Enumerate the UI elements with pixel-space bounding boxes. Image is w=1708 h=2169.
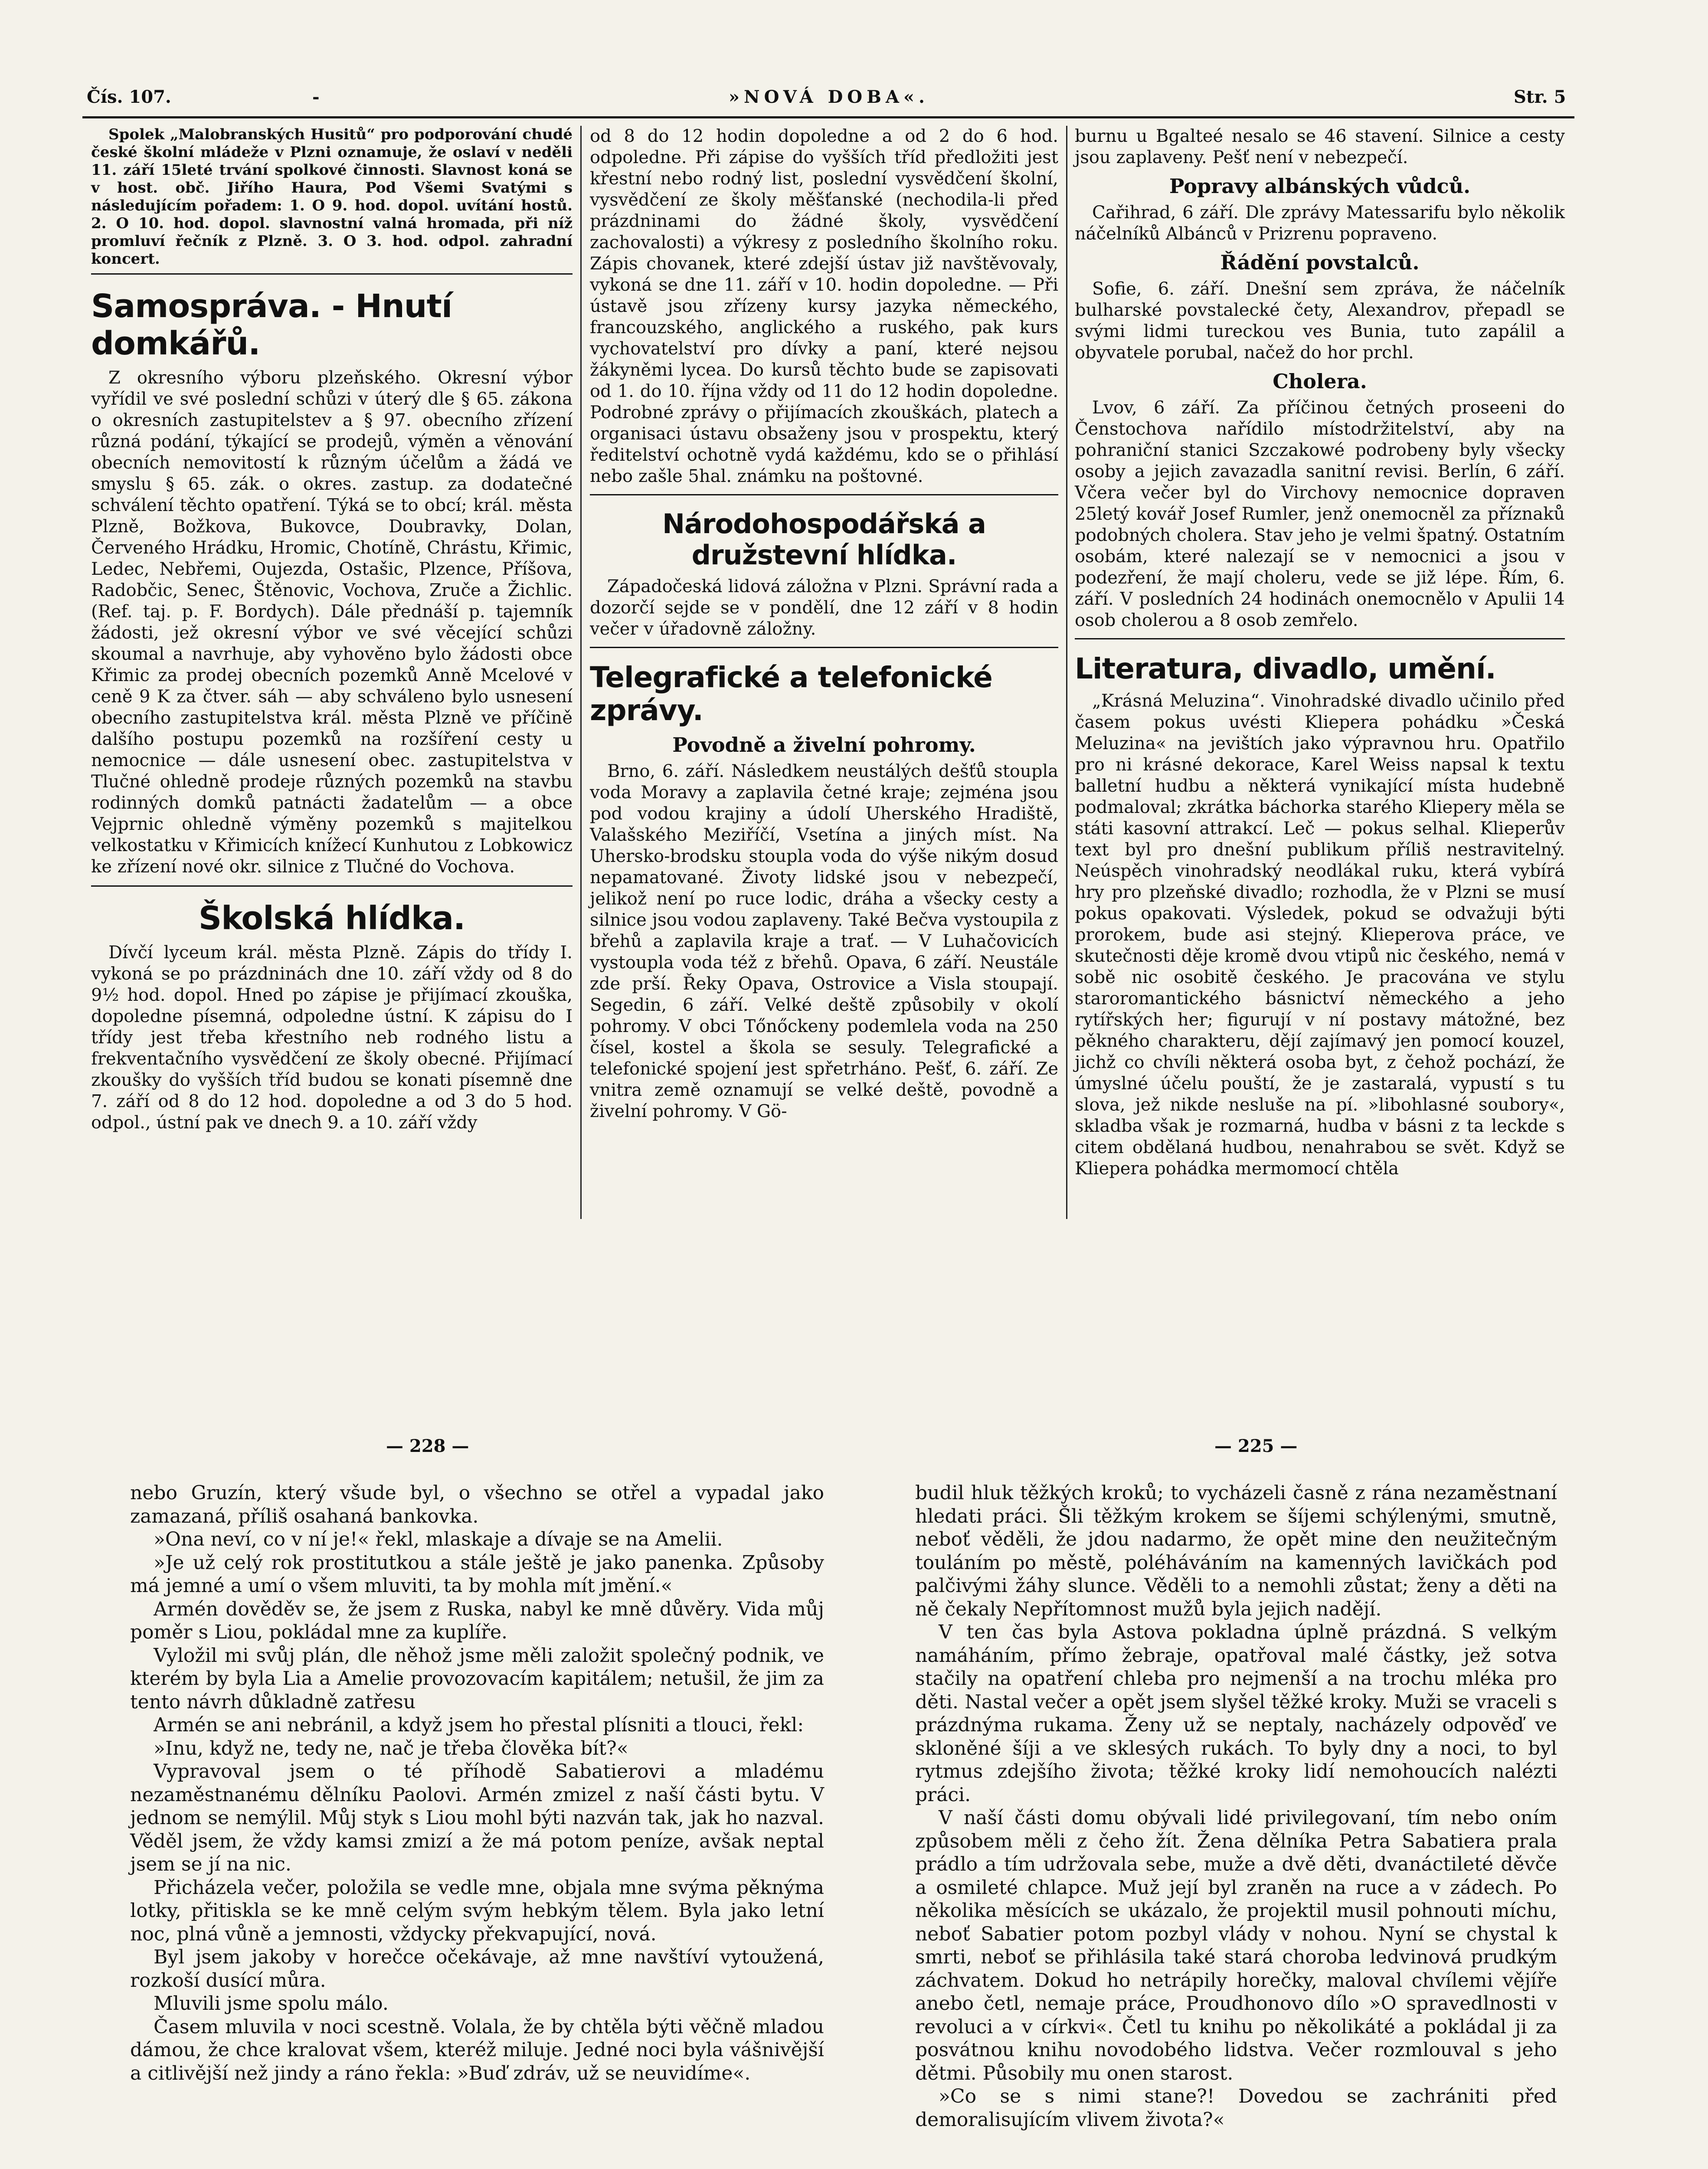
- article-lyceum-cont: od 8 do 12 hodin dopoledne a od 2 do 6 hod. odpoledne. Při zápise do vyšších tříd předložiti jest křestní nebo rodný list, poslední vysvědčení školní, vysvědčení ze školy měšťanské (nechodila-li před prázdninami do žádné školy, vysvědčení zachovalosti) a výkresy z posledního školního roku. Zápis chovanek, které zdejší ústav již navštěvovaly, vykoná se dne 11. září v 10. hodin dopoledne. — Při ústavě jsou zřízeny kursy jazyka německého, francouzského, anglického a ruského, pak kurs vychovatelství pro dívky a paní, které nejsou žákyněmi lycea. Do kursů těchto bude se zapisovati od 1. do 10. října vždy od 11 do 12 hodin dopoledne. Podrobné zprávy o přijímacích zkouškách, platech a organisaci ústavu obsaženy jsou v prospektu, který ředitelství ochotně vydá každému, kdo se o přihlásí nebo zašle 5hal. známku na poštovné.: [590, 126, 1058, 486]
- newspaper-title: »NOVÁ DOBA«.: [729, 87, 929, 107]
- novel-paragraph: Armén dověděv se, že jsem z Ruska, nabyl ke mně důvěry. Vida můj poměr s Liou, pokládal mne za kuplíře.: [130, 1598, 824, 1643]
- novel-paragraph: Vyložil mi svůj plán, dle něhož jsme měli založit společný podnik, ve kterém by byla Lia a Amelie provozovacím kapitálem; netušil, že jim za tento návrh důkladně zatřesu: [130, 1644, 824, 1713]
- subtitle-povodne: Povodně a živelní pohromy.: [672, 733, 976, 757]
- novel-paragraph: Mluvili jsme spolu málo.: [154, 1992, 389, 2015]
- article-popravy: Cařihrad, 6 září. Dle zprávy Matessarifu bylo několik náčelníků Albánců v Prizrenu popraveno.: [1075, 203, 1565, 244]
- novel-paragraph: »Co se s nimi stane?! Dovedou se zachrániti před demoralisujícím vlivem života?«: [915, 2085, 1557, 2131]
- novel-paragraph: Přicházela večer, položila se vedle mne, objala mne svýma pěknýma lotky, přitiskla se ke mně celým svým hebkým tělem. Byla jako letní noc, plná vůně a jemnosti, vždycky překvapující, nová.: [130, 1876, 824, 1945]
- article-radeni: Sofie, 6. září. Dnešní sem zpráva, že náčelník bulharské povstalecké čety, Alexandrov, přepadl se svými lidmi tureckou ves Bunia, tuto zapálil a obyvatele porubal, načež do hor prchl.: [1075, 279, 1565, 363]
- section-title-skolska: Školská hlídka.: [198, 900, 465, 937]
- column-rule-1: [580, 126, 582, 1219]
- novel-paragraph: »Inu, když ne, tedy ne, nač je třeba člověka bít?«: [154, 1737, 628, 1759]
- header-dash: -: [312, 87, 320, 107]
- divider: [1075, 638, 1565, 639]
- article-floods: Brno, 6. září. Následkem neustálých dešťů stoupla voda Moravy a zaplavila četné kraje; zejména jsou pod vodou krajiny a údolí Uherského Hradiště, Valašského Meziříčí, Vsetína a jiných míst. Na Uhersko-brodsku stoupla voda do výše nikým dosud nepamatované. Životy lidské jsou v nebezpečí, jelikož není po ruce lodic, dráha a všecky cesty a silnice jsou vodou zaplaveny. Také Bečva vystoupila z břehů a zaplavila kraje a trať. — V Luhačovicích vystoupla voda též z břehů. Opava, 6 září. Neustále zde prší. Řeky Opava, Ostrovice a Visla stoupají. Segedin, 6 září. Velké deště způsobily v okolí pohromy. V obci Tőnőckeny podemlela voda na 250 čísel, kostel a škola se sesuly. Telegrafické a telefonické spojení jest spřetrháno. Pešť, 6. září. Ze vnitra země oznamují se velké deště, povodně a živelní pohromy. V Gö-: [590, 761, 1058, 1121]
- novel-paragraph: Armén se ani nebránil, a když jsem ho přestal plísniti a tlouci, řekl:: [154, 1714, 804, 1736]
- article-meluzina: „Krásná Meluzina“. Vinohradské divadlo učinilo před časem pokus uvésti Kliepera pohádku »Česká Meluzina« na jevištích jako výpravnou hru. Opatřilo pro ni krásné dekorace, Karel Weiss napsal k textu balletní hudbu a některá vynikající místa hudebně podmaloval; zkrátka báchorka starého Kliepery měla se státi kasovní attrakcí. Leč — pokus selhal. Klieperův text byl pro dnešní publikum příliš nestravitelný. Neúspěch vinohradský neodlákal ruku, která vybírá hry pro plzeňské divadlo; rozhodla, že v Plzni se musí pokus opakovati. Výsledek, pokud se odvažuji býti prorokem, bude asi stejný. Klieperova práce, ve skutečnosti děje kromě dvou vtipů nic českého, nemá v sobě nic osobitě českého. Je pracována ve stylu staroromantického básnictví německého a jeho rytířských her; figurují v ní postavy mátožné, bez pěkného charakteru, dějí zajímavý jen pomocí kouzel, jichž co chvíli některá osoba byt, z čehož pochází, že úmyslné účelu pouští, že je zastaralá, vypustí s tu slova, jež nikde nesluše na pí. »libohlasné soubory«, skladba však je rozmarná, hudba v básni z ta leckde s citem obdělaná hudbou, nenahrabou se svět. Když se Kliepera pohádka mermomocí chtěla: [1075, 691, 1565, 1179]
- novel-paragraph: budil hluk těžkých kroků; to vycházeli časně z rána nezaměstnaní hledati práci. Šli těžkým krokem se šíjemi schýlenými, smutně, neboť věděli, že jdou nadarmo, že opět mine den neužitečným touláním po městě, poléháváním na kamenných lavičkách pod palčivými žáhy slunce. Věděli to a nemohli zůstat; ženy a děti na ně čekaly Nepřítomnost mužů byla jejich nadějí.: [915, 1482, 1557, 1620]
- novel-paragraph: »Je už celý rok prostitutkou a stále ještě je jako panenka. Způsoby má jemné a umí o všem mluviti, ta by mohla mít jmění.«: [130, 1551, 824, 1597]
- article-district-board: Z okresního výboru plzeňského. Okresní výbor vyřídil ve své poslední schůzi v úterý dle § 65. zákona o okresních zastupitelstev a § 97. obecního zřízení různá podání, týkající se prodejů, výměn a věnování obecních nemovitostí k různým účelům a žádá ve smyslu § 65. zák. o okres. zastup. za dodatečné schválení těchto opatření. Týká se to obcí; král. města Plzně, Božkova, Bukovce, Doubravky, Dolan, Červeného Hrádku, Hromic, Chotíně, Chrástu, Křimic, Ledec, Nebřemi, Oujezda, Ostašic, Plzence, Příšova, Radobčic, Senec, Štěnovic, Vochova, Zruče a Žichlic. (Ref. taj. p. F. Bordych). Dále přednáší p. tajemník žádosti, jež okresní výbor ve své věcející schůzi skoumal a navrhuje, aby vyhověno bylo žádosti obce Křimic za prodej obecních pozemků Anně Mcelové v ceně 9 K za čtver. sáh — aby schváleno bylo usnesení obecního zastupitelstva král. města Plzně ve příčině dalšího postupu pozemků na rozšíření cesty u nemocnice — dále usnesení obec. zastupitelstva v Tlučné ohledně prodeje různých pozemků na stavbu rodinných domků patnácti žadatelům — a obce Vejprnic ohledně výměny pozemků s majitelkou velkostatku v Křimicích knížecí Kunhutou z Lobkowicz ke zřízení nové okr. silnice z Tlučné do Vochova.: [91, 368, 573, 877]
- page-header: [78, 87, 1579, 113]
- section-title-literatura: Literatura, divadlo, umění.: [1075, 652, 1496, 685]
- novel-paragraph: V naší části domu obývali lidé privilegovaní, tím nebo oním způsobem měli z čeho žít. Žena dělníka Petra Sabatiera prala prádlo a tím udržovala sebe, muže a dvě děti, dvanáctileté děvče a osmileté chlapce. Muž její byl zraněn na ruce a v zádech. Po několika měsících se ukázalo, že projektil musil pohnouti míchu, neboť Sabatier potom pozbyl vlády v nohou. Nyní se chystal k smrti, neboť se přihlásila také stará choroba ledvinová prudkým záchvatem. Dokud ho netrápily horečky, maloval chvílemi vějíře anebo četl, nemaje práce, Proudhonovo dílo »O spravedlnosti v revoluci a v církvi«. Četl tu knihu po několikáté a pokládal ji za posvátnou knihu novodobého lidstva. Večer rozmlouval s jeho dětmi. Působily mu onen starost.: [915, 1807, 1557, 2084]
- novel-paragraph: V ten čas byla Astova pokladna úplně prázdná. S velkým namáháním, přímo žebraje, opatřoval malé částky, jež sotva stačily na opatření chleba pro nejmenší a na trochu mléka pro děti. Nastal večer a opět jsem slyšel těžké kroky. Muži se vraceli s prázdnýma rukama. Ženy už se neptaly, nacházely odpověď ve skloněné šíji a ve sklesých rukách. To byly dny a noci, to byl rytmus zdejšího života; těžké kroky lidí nemohoucích nalézti práci.: [915, 1621, 1557, 1806]
- divider: [91, 273, 573, 275]
- novel-paragraph: Vypravoval jsem o té příhodě Sabatierovi a mladému nezaměstnanému dělníku Paolovi. Armén zmizel z naší části bytu. V jednom se nemýlil. Můj styk s Liou mohl býti nazván tak, jak ho nazval. Věděl jsem, že vždy kamsi zmizí a že má potom peníze, avšak neptal jsem se jí na nic.: [130, 1760, 824, 1875]
- issue-number: Čís. 107.: [87, 87, 171, 107]
- heading-cholera: Cholera.: [1273, 370, 1367, 393]
- section-title-narodohospodarska: Národohospodářská a družstevní hlídka.: [662, 508, 986, 571]
- article-lyceum: Dívčí lyceum král. města Plzně. Zápis do třídy I. vykoná se po prázdninách dne 10. září vždy od 8 do 9½ hod. dopol. Hned po zápise je přijímací zkouška, dopoledne písemná, odpoledne ústní. K zápisu do I třídy jest třeba křestního neb rodného listu a frekventačního vysvědčení ze školy obecné. Přijímací zkoušky do vyšších tříd budou se konati písemně dne 7. září od 8 do 12 hod. dopoledne a od 3 do 5 hod. odpol., ústní pak ve dnech 9. a 10. září vždy: [91, 943, 573, 1133]
- club-notice: Spolek „Malobranských Husitů“ pro podporování chudé české školní mládeže v Plzni oznamuje, že oslaví v neděli 11. září 15leté trvání spolkové činnosti. Slavnost koná se v host. obč. Jiřího Haura, Pod Všemi Svatými s následujícím pořadem: 1. O 9. hod. dopol. uvítání hostů. 2. O 10. hod. dopol. slavnostní valná hromada, při níž promluví řečník z Plzně. 3. O 3. hod. odpol. zahradní koncert.: [91, 126, 573, 268]
- heading-popravy: Popravy albánských vůdců.: [1169, 174, 1471, 198]
- divider: [590, 647, 1058, 648]
- novel-column-right: [915, 1481, 1557, 2131]
- page-number-right: — 225 —: [1214, 1436, 1298, 1456]
- column-rule-2: [1066, 126, 1067, 1219]
- divider: [590, 494, 1058, 495]
- heading-radeni: Řádění povstalců.: [1220, 251, 1420, 274]
- novel-paragraph: Časem mluvila v noci scestně. Volala, že by chtěla býti věčně mladou dámou, že chce kralovat všem, kteréž miluje. Jedné noci byla vášnivější a citlivější než jindy a ráno řekla: »Buď zdráv, už se neuvidíme«.: [130, 2015, 824, 2084]
- novel-paragraph: »Ona neví, co v ní je!« řekl, mlaskaje a dívaje se na Amelii.: [154, 1528, 723, 1550]
- column-1: [91, 126, 573, 1136]
- novel-paragraph: Byl jsem jakoby v horečce očekávaje, až mne navštíví vytoužená, rozkoší dusící můra.: [130, 1946, 824, 1992]
- divider: [91, 885, 573, 887]
- section-title-samosprava: Samospráva. - Hnutí domkářů.: [91, 288, 452, 362]
- section-title-telegraficke: Telegrafické a telefonické zprávy.: [590, 661, 992, 727]
- article-zalozna: Západočeská lidová záložna v Plzni. Správní rada a dozorčí sejde se v pondělí, dne 12 září v 8 hodin večer v úřadovně záložny.: [590, 577, 1058, 639]
- novel-column-left: [130, 1481, 824, 2085]
- column-2: [590, 126, 1058, 1125]
- header-rule: [82, 116, 1574, 118]
- article-cholera: Lvov, 6 září. Za příčinou četných proseeni do Čenstochova nařídilo místodržitelství, aby na pohraniční stanici Szczakowé podrobeny byly všecky osoby a jejich zavazadla sanitní revisi. Berlín, 6 září. Včera večer byl do Virchovy nemocnice dopraven 25letý kovář Josef Rumler, jenž onemocněl za příznaků podobných cholera. Stav jeho je velmi špatný. Ostatním osobám, které nalezají se v nemocnici a jsou v podezření, že mají choleru, vede se již lépe. Řím, 6. září. V posledních 24 hodinách onemocnělo v Apulii 14 osob cholerou a 8 osob zemřelo.: [1075, 398, 1565, 630]
- page-number-label: Str. 5: [1514, 87, 1566, 107]
- page-number-left: — 228 —: [386, 1436, 469, 1456]
- column-3: [1075, 126, 1565, 1182]
- novel-paragraph: nebo Gruzín, který všude byl, o všechno se otřel a vypadal jako zamazaná, příliš osahaná bankovka.: [130, 1482, 824, 1527]
- article-floods-cont: burnu u Bgalteé nesalo se 46 stavení. Silnice a cesty jsou zaplaveny. Pešť není v nebezpečí.: [1075, 126, 1565, 167]
